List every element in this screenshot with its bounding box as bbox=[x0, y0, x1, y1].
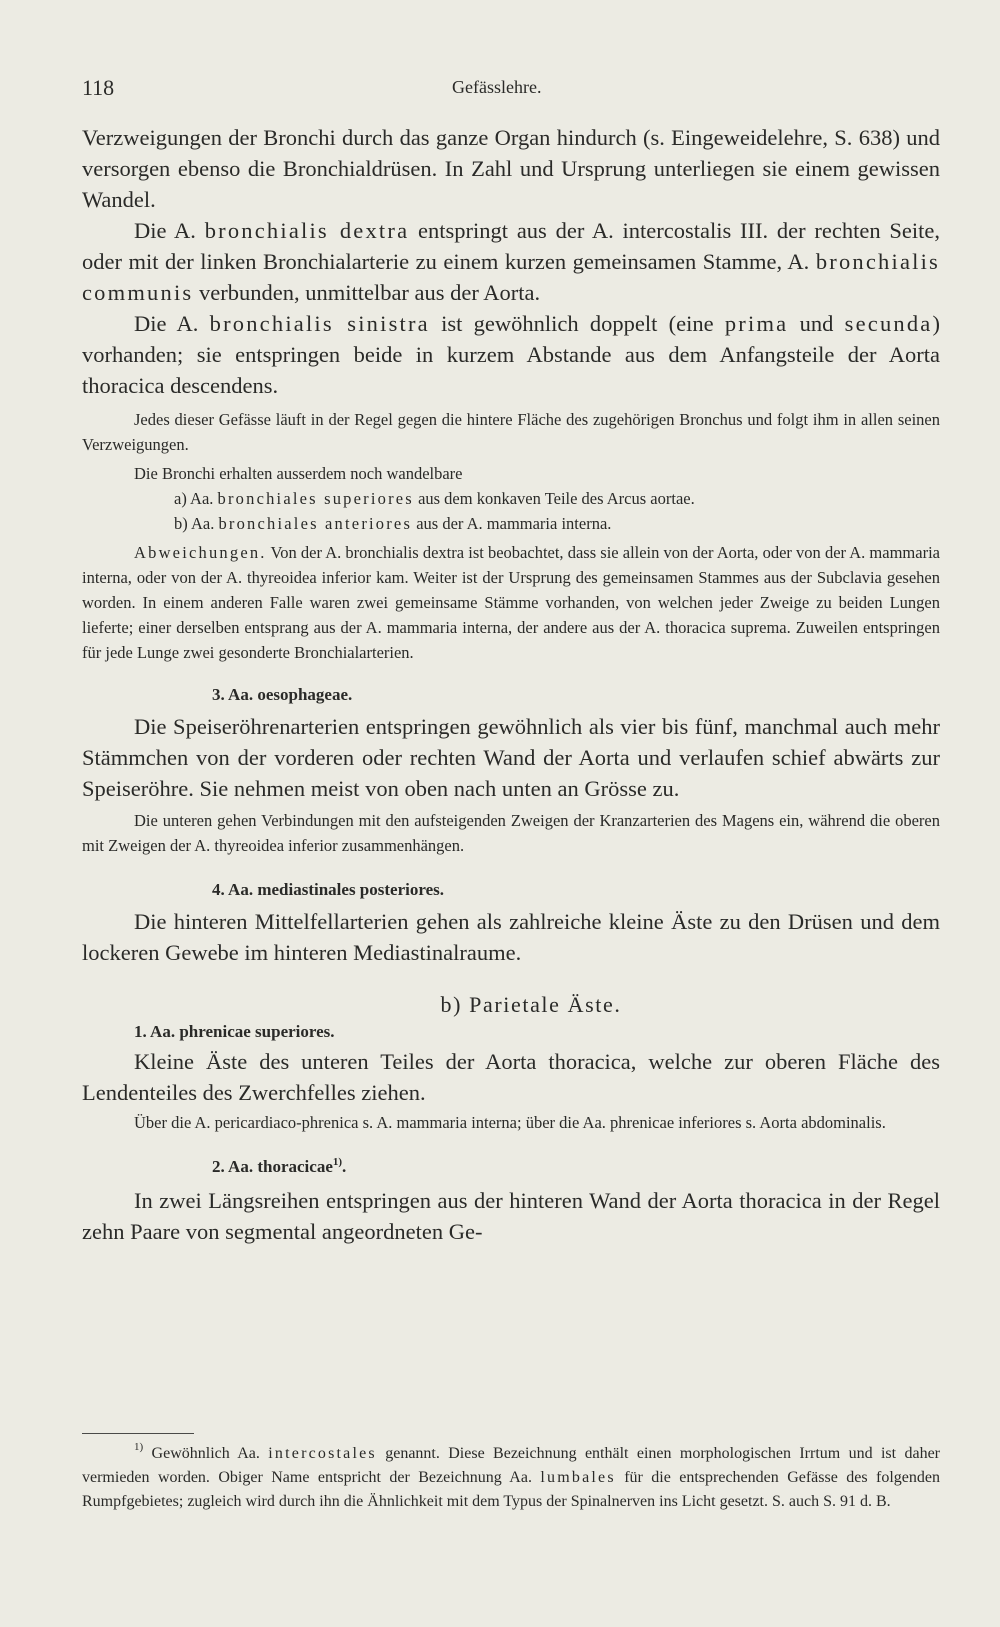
spaced-term: bronchialis dextra bbox=[204, 218, 410, 243]
small-paragraph: Über die A. pericardiaco-phrenica s. A. mammaria interna; über die Aa. phrenicae inferiores s. Aorta abdominalis. bbox=[134, 1113, 886, 1132]
spaced-term: lumbales bbox=[540, 1469, 616, 1486]
text-column bbox=[82, 122, 940, 1247]
spaced-term: intercostales bbox=[268, 1445, 377, 1462]
text-run: entspringt aus der A. intercostalis III. der rechten Seite, oder mit der linken Bronchialarterie zu einem kurzen gemeinsamen Stamme, A. bbox=[82, 218, 940, 274]
section-heading: 3. Aa. oesophageae. bbox=[212, 685, 353, 704]
list-item bbox=[82, 486, 940, 511]
paragraph: Verzweigungen der Bronchi durch das ganze Organ hindurch (s. Eingeweidelehre, S. 638) und versorgen ebenso die Bronchialdrüsen. In Zahl und Ursprung unterliegen sie einem gewissen Wandel. bbox=[82, 125, 940, 212]
footnote-rule bbox=[82, 1433, 194, 1434]
subsection-heading: b) Parietale Äste. bbox=[440, 992, 622, 1017]
small-paragraph: Die Bronchi erhalten ausserdem noch wandelbare bbox=[134, 464, 463, 483]
spaced-term: bronchiales anteriores bbox=[218, 514, 413, 533]
text-run: . bbox=[342, 1157, 347, 1176]
section-heading: 4. Aa. mediastinales posteriores. bbox=[212, 880, 445, 899]
footnote bbox=[82, 1442, 940, 1514]
spaced-term: secunda bbox=[844, 311, 933, 336]
section-heading bbox=[212, 1157, 940, 1177]
text-run: genannt. Diese Bezeichnung enthält einen morphologischen Irrtum und ist daher vermieden worden. Obiger Name entspricht der Bezeichnung Aa. bbox=[82, 1445, 941, 1486]
footnote-mark: 1) bbox=[134, 1441, 144, 1453]
text-run: a) Aa. bbox=[174, 489, 218, 508]
small-paragraph bbox=[82, 540, 940, 665]
paragraph bbox=[82, 308, 940, 401]
paragraph bbox=[82, 215, 940, 308]
list-item bbox=[82, 511, 940, 536]
page-number: 118 bbox=[82, 75, 115, 100]
paragraph: Die Speiseröhrenarterien entspringen gewöhnlich als vier bis fünf, manchmal auch mehr Stämmchen von der vorderen oder rechten Wand der Aorta und verlaufen schief abwärts zur Speiseröhre. Sie nehmen meist von oben nach unten an Grösse zu. bbox=[82, 714, 940, 801]
spaced-term: prima bbox=[724, 311, 789, 336]
text-run: b) Aa. bbox=[174, 514, 219, 533]
spaced-term: bronchialis communis bbox=[82, 249, 940, 305]
text-run: Von der A. bronchialis dextra ist beobachtet, dass sie allein von der Aorta, oder von der A. mammaria interna, oder von der A. thyreoidea inferior kam. Weiter ist der Ursprung des gemeinsamen Stammes aus der Subclavia gesehen worden. In einem anderen Falle waren zwei gemeinsame Stämme vorhanden, von welchen jeder Zweige zu beiden Lungen lieferte; einer derselben entsprang aus der A. mammaria interna, der andere aus der A. thoracica suprema. Zuweilen entspringen für jede Lunge zwei gesonderte Bronchialarterien. bbox=[82, 543, 940, 662]
text-run: ist gewöhnlich doppelt (eine bbox=[429, 311, 725, 336]
text-run: verbunden, unmittelbar aus der Aorta. bbox=[193, 280, 541, 305]
spaced-term: bronchialis sinistra bbox=[209, 311, 430, 336]
paragraph: Die hinteren Mittelfellarterien gehen als zahlreiche kleine Äste zu den Drüsen und dem lockeren Gewebe im hinteren Mediastinalraume. bbox=[82, 909, 940, 965]
running-head: Gefässlehre. bbox=[452, 77, 542, 97]
small-paragraph: Jedes dieser Gefässe läuft in der Regel gegen die hintere Fläche des zugehörigen Bronchus und folgt ihm in allen seinen Verzweigungen. bbox=[82, 410, 940, 454]
text-run: und bbox=[788, 311, 845, 336]
text-run: aus der A. mammaria interna. bbox=[412, 514, 612, 533]
spaced-term: bronchiales superiores bbox=[217, 489, 414, 508]
small-paragraph: Die unteren gehen Verbindungen mit den aufsteigenden Zweigen der Kranzarterien des Magens ein, während die oberen mit Zweigen der A. thyreoidea inferior zusammenhängen. bbox=[82, 811, 940, 855]
section-heading: 1. Aa. phrenicae superiores. bbox=[134, 1022, 335, 1041]
text-run: Die A. bbox=[134, 311, 210, 336]
text-run: aus dem konkaven Teile des Arcus aortae. bbox=[413, 489, 695, 508]
text-run: für die entsprechenden Gefässe des folgenden Rumpfgebietes; zugleich wird durch ihn die Ähnlichkeit mit dem Typus der Spinalnerven ins Licht gesetzt. S. auch S. 91 d. B. bbox=[82, 1469, 940, 1510]
spaced-term: Abweichungen. bbox=[134, 543, 267, 562]
footnote-area bbox=[0, 1413, 1000, 1514]
text-run: Gewöhnlich Aa. bbox=[143, 1445, 269, 1462]
text-run: Die A. bbox=[134, 218, 205, 243]
paragraph: Kleine Äste des unteren Teiles der Aorta thoracica, welche zur oberen Fläche des Lendenteiles des Zwerchfelles ziehen. bbox=[82, 1049, 940, 1105]
footnote-mark: 1) bbox=[332, 1156, 343, 1168]
text-run: ) vorhanden; sie entspringen beide in kurzem Abstande aus dem Anfangsteile der Aorta thoracica descendens. bbox=[82, 311, 940, 398]
paragraph: In zwei Längsreihen entspringen aus der hinteren Wand der Aorta thoracica in der Regel zehn Paare von segmental angeordneten Ge- bbox=[82, 1188, 940, 1244]
text-run: 2. Aa. thoracicae bbox=[212, 1157, 333, 1176]
